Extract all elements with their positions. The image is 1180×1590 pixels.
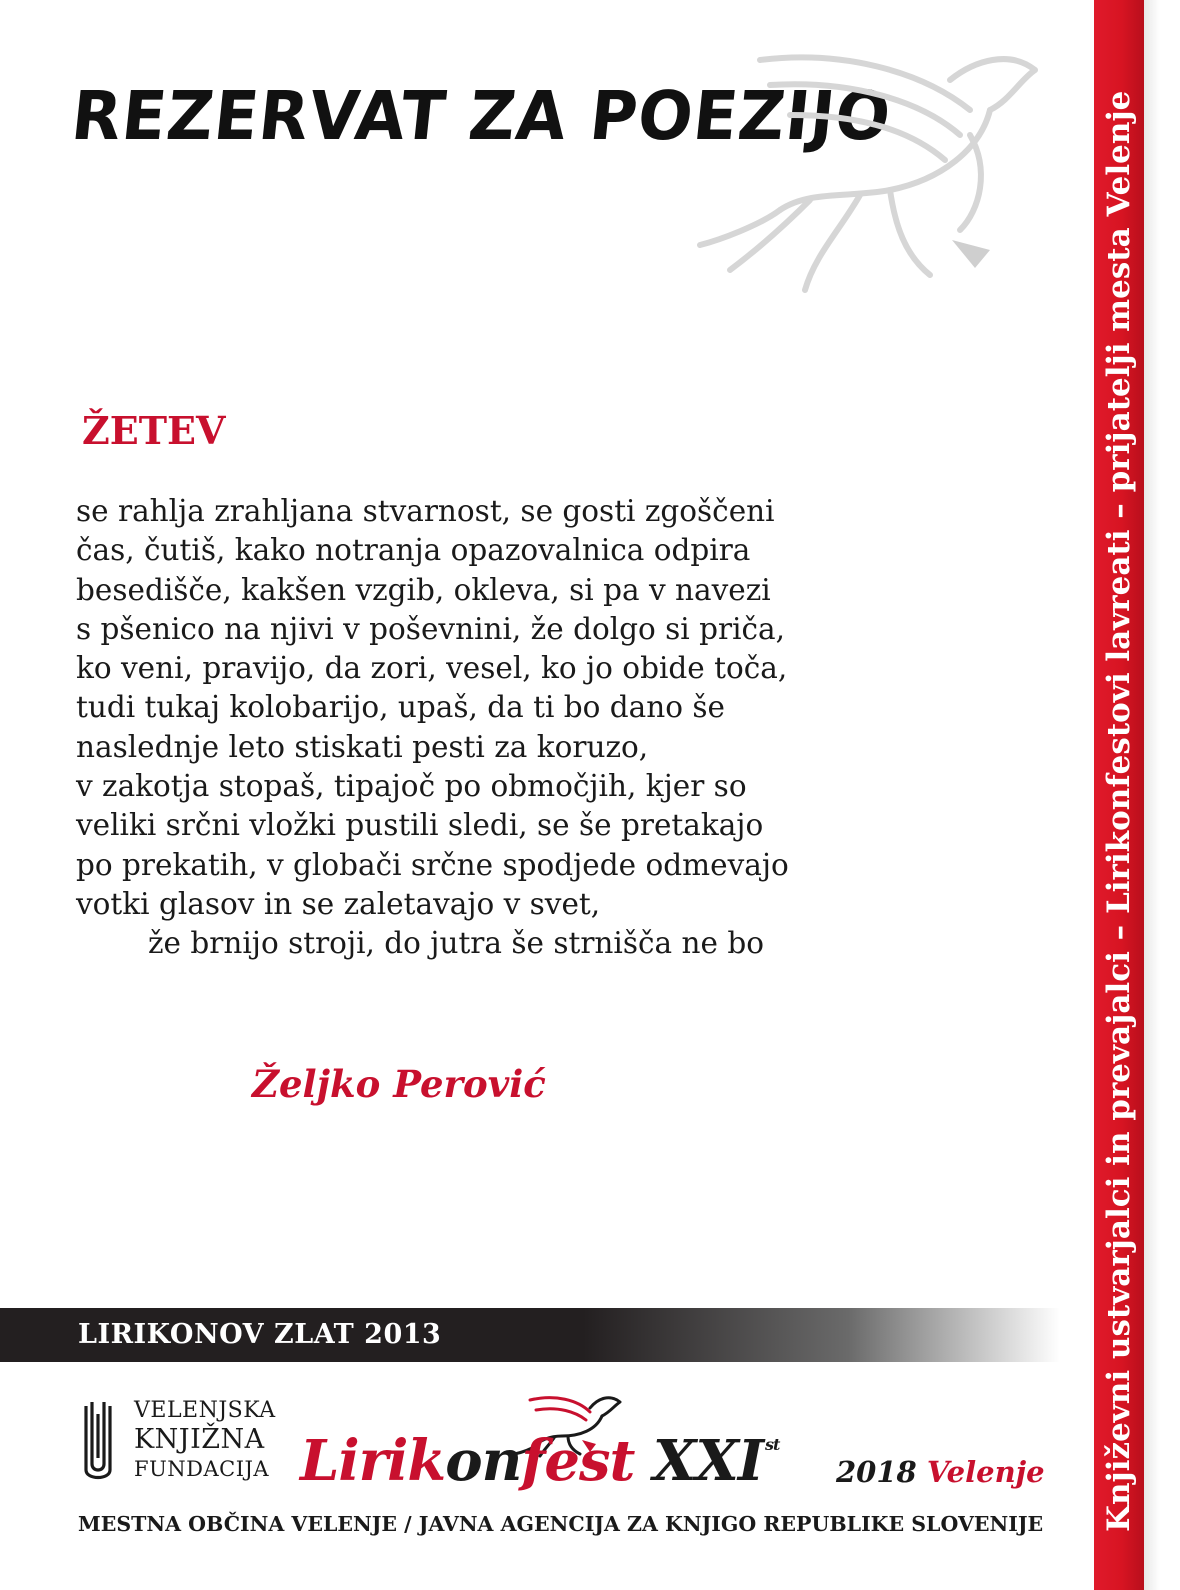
poem-line: po prekatih, v globači srčne spodjede odmevajo <box>76 847 789 882</box>
side-band-shadow <box>1144 0 1160 1590</box>
poem-line: že brnijo stroji, do jutra še strnišča ne bo <box>148 926 764 961</box>
wordmark-part: fest <box>521 1428 635 1494</box>
wordmark-sup: st <box>765 1435 780 1454</box>
page-title: REZERVAT ZA POEZIJO <box>67 78 895 156</box>
vkf-line: VELENJSKA <box>134 1398 276 1423</box>
wordmark-part: on <box>445 1428 522 1494</box>
award-band <box>0 1308 1060 1362</box>
vkf-line: FUNDACIJA <box>134 1457 270 1481</box>
poem-line: votki glasov in se zaletavajo v svet, <box>76 886 601 921</box>
edition-year: 2018 <box>836 1455 917 1489</box>
lirikonfest-logo <box>300 1388 780 1498</box>
edition-label <box>836 1455 1045 1489</box>
vkf-line: KNJIŽNA <box>134 1424 265 1455</box>
paperclip-icon <box>78 1400 118 1484</box>
lirikonfest-wordmark <box>300 1428 779 1494</box>
poem-line: besedišče, kakšen vzgib, okleva, si pa v navezi <box>76 572 771 607</box>
poem-line: ko veni, pravijo, da zori, vesel, ko jo obide toča, <box>76 651 788 686</box>
poem-body <box>76 492 816 964</box>
poem-title: ŽETEV <box>82 408 226 453</box>
poem-line: v zakotja stopaš, tipajoč po območjih, kjer so <box>76 769 747 804</box>
poem-line: se rahlja zrahljana stvarnost, se gosti zgoščeni <box>76 494 775 528</box>
vkf-wordmark <box>134 1396 276 1484</box>
award-label: LIRIKONOV ZLAT 2013 <box>78 1319 442 1350</box>
side-band-text: Književni ustvarjalci in prevajalci – Lirikonfestovi lavreati – prijatelji mesta Velenje <box>1101 90 1137 1532</box>
wordmark-part: XXI <box>634 1428 764 1494</box>
poem-line: čas, čutiš, kako notranja opazovalnica odpira <box>76 533 751 568</box>
pegasus-watermark-icon <box>690 40 1070 310</box>
poem-author: Željko Perović <box>252 1062 546 1106</box>
sponsors-line: MESTNA OBČINA VELENJE / JAVNA AGENCIJA ZA KNJIGO REPUBLIKE SLOVENIJE <box>78 1512 1044 1536</box>
poem-line: veliki srčni vložki pustili sledi, se še pretakajo <box>76 808 764 843</box>
wordmark-part: Lirik <box>300 1428 446 1494</box>
poem-line: s pšenico na njivi v poševnini, že dolgo si priča, <box>76 611 786 646</box>
poem-line: tudi tukaj kolobarijo, upaš, da ti bo dano še <box>76 690 725 725</box>
edition-city: Velenje <box>926 1455 1045 1489</box>
vkf-logo <box>78 1396 278 1488</box>
side-band <box>1094 0 1144 1590</box>
poem-line: naslednje leto stiskati pesti za koruzo, <box>76 729 649 764</box>
